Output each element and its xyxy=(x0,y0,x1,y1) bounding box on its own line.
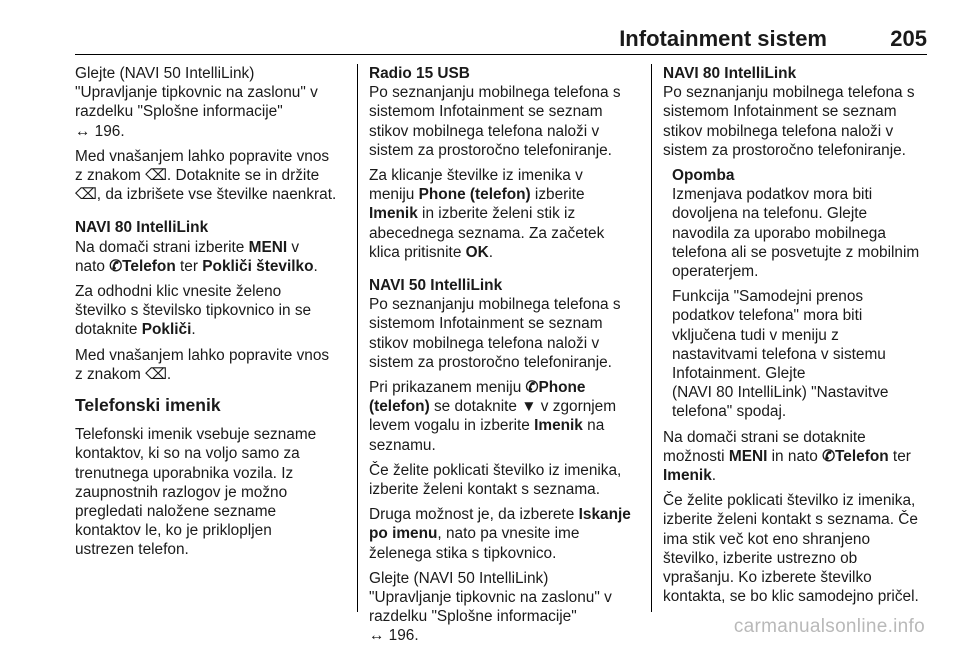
paragraph-keyboard-reference: Glejte (NAVI 50 IntelliLink) "Upravljanje tipkovnic na zaslonu" v razdelku "Splošne informacije" ↔ 196. xyxy=(75,65,318,140)
phone-icon: ✆ xyxy=(525,379,539,397)
backspace-icon: ⌫ xyxy=(145,167,167,185)
column-2 xyxy=(369,64,641,652)
paragraph-menu-phonebook: Na domači strani se dotaknite možnosti MENI in nato ✆Telefon ter Imenik. xyxy=(663,428,911,485)
paragraph-phonebook: Telefonski imenik vsebuje sezname kontaktov, ki so na voljo samo za trenutnega uporabnika vozila. Iz zaupnostnih razlogov je možno pregledati naložene sezname kontaktov le, ko je priklopljen ustrezen telefon. xyxy=(75,426,317,559)
paragraph-call-contact-2: Če želite poklicati številko iz imenika, izberite želeni kontakt s seznama. Če ima stik več kot eno shranjeno številko, izberite ustrezno ob vprašanju. Ko izberete številko kontakta, se bo klic samodejno pričel. xyxy=(663,492,919,606)
section-navi50: NAVI 50 IntelliLink Po seznanjanju mobilnega telefona s sistemom Infotainment se seznam stikov mobilnega telefona naloži v sistem za prostoročno telefoniranje. xyxy=(369,276,641,372)
page-reference-arrow-icon: ↔ xyxy=(75,122,91,140)
section-heading-phonebook: Telefonski imenik xyxy=(75,395,221,416)
paragraph-dial: Za odhodni klic vnesite želeno številko s številsko tipkovnico in se dotaknite Pokliči. xyxy=(75,283,312,339)
paragraph-correct-entry: Med vnašanjem lahko popravite vnos z znakom ⌫. Dotaknite se in držite ⌫, da izbrišete vse številke naenkrat. xyxy=(75,147,337,204)
paragraph-correct-entry-2: Med vnašanjem lahko popravite vnos z znakom ⌫. xyxy=(75,346,330,383)
column-divider-2 xyxy=(651,64,652,612)
triangle-down-icon: ▼ xyxy=(521,398,537,416)
section-navi80: NAVI 80 IntelliLink Na domači strani izberite MENI v nato ✆Telefon ter Pokliči številko. xyxy=(75,218,351,276)
paragraph-search-name: Druga možnost je, da izberete Iskanje po imenu, nato pa vnesite ime želenega stika s tipkovnico. xyxy=(369,506,631,562)
column-divider-1 xyxy=(357,64,358,612)
paragraph-phone-menu: Pri prikazanem meniju ✆Phone (telefon) se dotaknite ▼ v zgornjem levem vogalu in izberite Imenik na seznamu. xyxy=(369,379,617,454)
backspace-icon: ⌫ xyxy=(75,186,97,204)
backspace-icon: ⌫ xyxy=(145,365,167,383)
subheading-navi50: NAVI 50 IntelliLink xyxy=(369,277,503,295)
section-radio15: Radio 15 USB Po seznanjanju mobilnega telefona s sistemom Infotainment se seznam stikov mobilnega telefona naloži v sistem za prostoročno telefoniranje. xyxy=(369,64,641,160)
page-number: 205 xyxy=(890,26,927,51)
paragraph-keyboard-reference-2: Glejte (NAVI 50 IntelliLink) "Upravljanje tipkovnic na zaslonu" v razdelku "Splošne informacije" ↔ 196. xyxy=(369,569,612,645)
phone-icon: ✆ xyxy=(822,447,836,465)
paragraph-call-contact: Če želite poklicati številko iz imenika, izberite želeni kontakt s seznama. xyxy=(369,461,622,499)
column-3 xyxy=(663,64,927,612)
page-header xyxy=(75,20,927,55)
note-box: Opomba Izmenjava podatkov mora biti dovoljena na telefonu. Glejte navodila za uporabo mobilnega telefona ali se posvetujte z mobilnim operaterjem. Funkcija "Samodejni prenos podatkov telefona" mora biti vključena tudi v meniju z nastavitvami telefona v sistemu Infotainment. Glejte (NAVI 80 IntelliLink) "Nastavitve telefona" spodaj. xyxy=(663,166,927,422)
column-1 xyxy=(75,64,351,566)
note-title: Opomba xyxy=(672,167,735,185)
subheading-navi80: NAVI 80 IntelliLink xyxy=(75,219,209,237)
paragraph-call-from-phonebook: Za klicanje številke iz imenika v meniju Phone (telefon) izberite Imenik in izberite želeni stik iz abecednega seznama. Za začetek klica pritisnite OK. xyxy=(369,167,605,261)
watermark: carmanualsonline.info xyxy=(733,616,925,637)
page-title: Infotainment sistem xyxy=(619,26,827,51)
subheading-radio15: Radio 15 USB xyxy=(369,65,470,82)
subheading-navi80: NAVI 80 IntelliLink xyxy=(663,65,797,82)
section-navi80-col3: NAVI 80 IntelliLink Po seznanjanju mobilnega telefona s sistemom Infotainment se seznam stikov mobilnega telefona naloži v sistem za prostoročno telefoniranje. xyxy=(663,64,927,160)
phone-icon: ✆ xyxy=(109,257,123,275)
page-reference-arrow-icon: ↔ xyxy=(369,627,385,645)
